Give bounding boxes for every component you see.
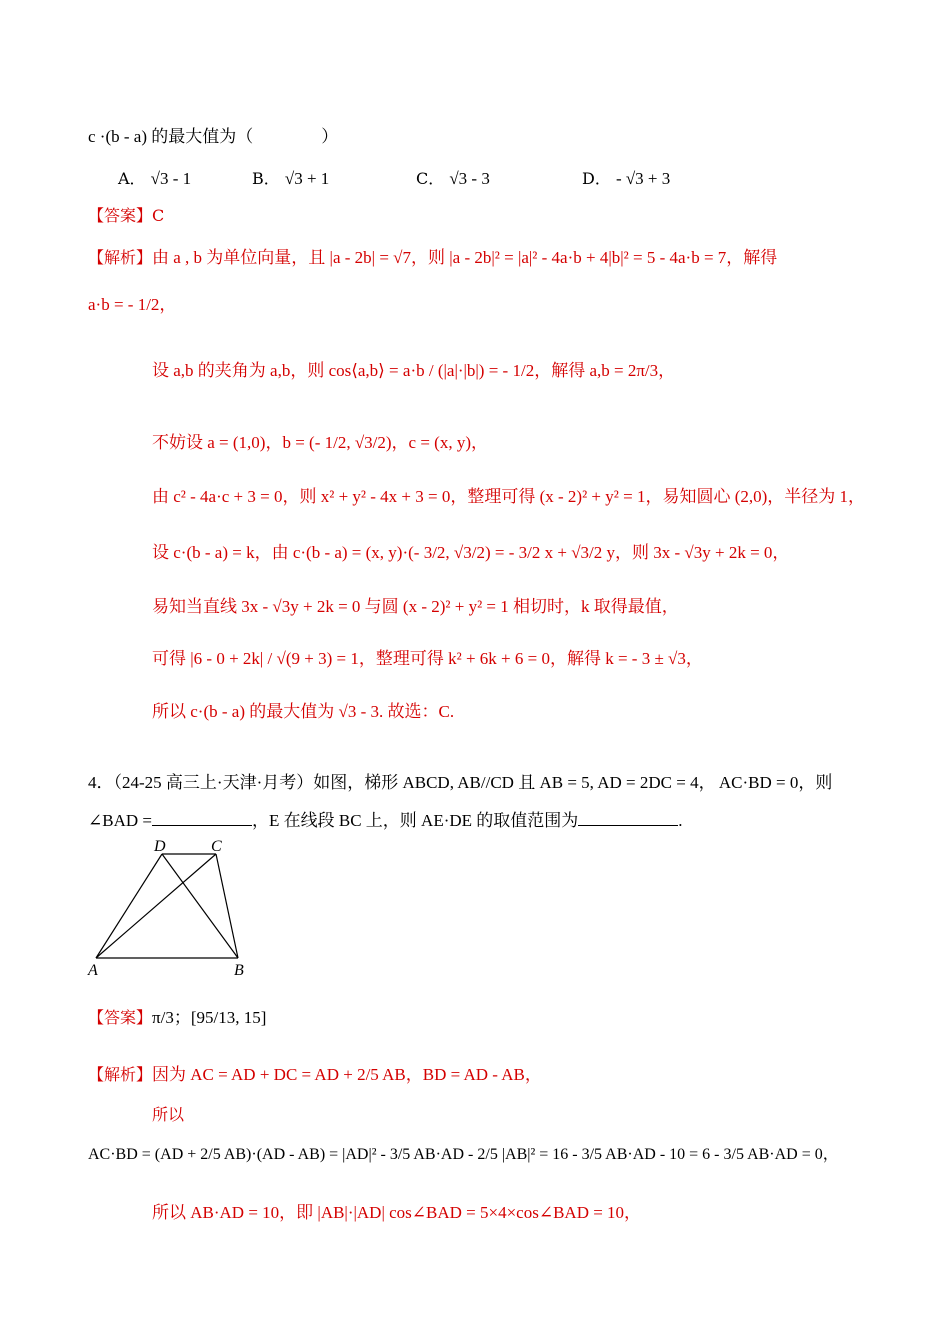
option-d (582, 166, 670, 189)
q3-analysis-line-2: a·b = - 1/2， (88, 295, 177, 314)
answer-blank-1[interactable] (152, 811, 252, 826)
option-b-key: B． (252, 169, 280, 188)
edge-ad (96, 854, 162, 958)
q4-stem-line-2 (88, 806, 683, 831)
option-d-value: - √3 + 3 (615, 169, 671, 188)
q3-analysis-text-1: 由 a , b 为单位向量，且 |a - 2b| = √7，则 |a - 2b|² = |a|² - 4a·b + 4|b|² = 5 - 4a·b = 7，解得 (152, 248, 778, 267)
q4-stem-end: . (678, 811, 683, 830)
option-c-value: √3 - 3 (449, 169, 490, 188)
option-a (118, 166, 191, 189)
option-a-value: √3 - 1 (150, 169, 192, 188)
label-a: A (88, 962, 98, 979)
q4-analysis-line-4: 所以 AB·AD = 10，即 |AB|·|AD| cos∠BAD = 5×4×cos∠BAD = 10， (152, 1203, 642, 1222)
q4-answer-label: 【答案】 (88, 1008, 153, 1027)
q4-stem-line-1: 4．（24-25 高三上·天津·月考）如图，梯形 ABCD, AB//CD 且 AB = 5, AD = 2DC = 4， AC·BD = 0，则 (88, 773, 833, 792)
q3-analysis-line-8: 可得 |6 - 0 + 2k| / √(9 + 3) = 1，整理可得 k² + 6k + 6 = 0，解得 k = - 3 ± √3， (152, 649, 703, 668)
q4-analysis-line-1 (88, 1060, 542, 1085)
q3-analysis-line-1 (88, 243, 777, 268)
q3-answer-value: C (152, 206, 165, 225)
q4-answer (88, 1003, 266, 1028)
q4-answer-value: π/3；[95/13, 15] (152, 1008, 267, 1027)
q3-analysis-line-3: 设 a,b 的夹角为 a,b，则 cos⟨a,b⟩ = a·b / (|a|·|b|) = - 1/2，解得 a,b = 2π/3， (152, 361, 676, 380)
q3-answer-label: 【答案】 (88, 206, 153, 225)
q3-analysis-label: 【解析】 (88, 248, 153, 267)
answer-blank-2[interactable] (578, 811, 678, 826)
option-a-key: A． (118, 169, 146, 188)
q4-stem-angle: ∠BAD = (88, 811, 152, 830)
q4-analysis-label: 【解析】 (88, 1065, 153, 1084)
q3-stem-tail: c ·(b - a) 的最大值为（ ） (88, 127, 339, 146)
label-d: D (154, 838, 166, 855)
option-c-key: C． (416, 169, 445, 188)
trapezoid-figure (84, 834, 264, 984)
option-b (252, 166, 329, 189)
q3-analysis-line-7: 易知当直线 3x - √3y + 2k = 0 与圆 (x - 2)² + y² = 1 相切时，k 取得最值， (152, 597, 679, 616)
option-d-key: D． (582, 169, 611, 188)
option-b-value: √3 + 1 (284, 169, 330, 188)
q4-analysis-text-1: 因为 AC = AD + DC = AD + 2/5 AB，BD = AD - AB， (152, 1065, 542, 1084)
q4-analysis-line-3: AC·BD = (AD + 2/5 AB)·(AD - AB) = |AD|² - 3/5 AB·AD - 2/5 |AB|² = 16 - 3/5 AB·AD - 10 = 6 - 3/5 AB·AD = 0， (88, 1146, 839, 1163)
q4-stem-range: ，E 在线段 BC 上，则 AE·DE 的取值范围为 (251, 811, 579, 830)
q3-analysis-line-6: 设 c·(b - a) = k，由 c·(b - a) = (x, y)·(- 3/2, √3/2) = - 3/2 x + √3/2 y，则 3x - √3y + 2k = 0， (152, 543, 790, 562)
q3-analysis-line-4: 不妨设 a = (1,0)，b = (- 1/2, √3/2)，c = (x, y)， (152, 433, 489, 452)
option-c (416, 166, 490, 189)
label-b: B (234, 962, 244, 979)
q4-analysis-line-2: 所以 (152, 1105, 185, 1124)
label-c: C (211, 838, 222, 855)
q3-analysis-line-5: 由 c² - 4a·c + 3 = 0，则 x² + y² - 4x + 3 = 0，整理可得 (x - 2)² + y² = 1，易知圆心 (2,0)，半径为 1， (152, 487, 866, 506)
diagonal-ac (96, 854, 216, 958)
q3-analysis-line-9: 所以 c·(b - a) 的最大值为 √3 - 3. 故选：C. (152, 702, 455, 721)
q3-answer (88, 203, 164, 226)
